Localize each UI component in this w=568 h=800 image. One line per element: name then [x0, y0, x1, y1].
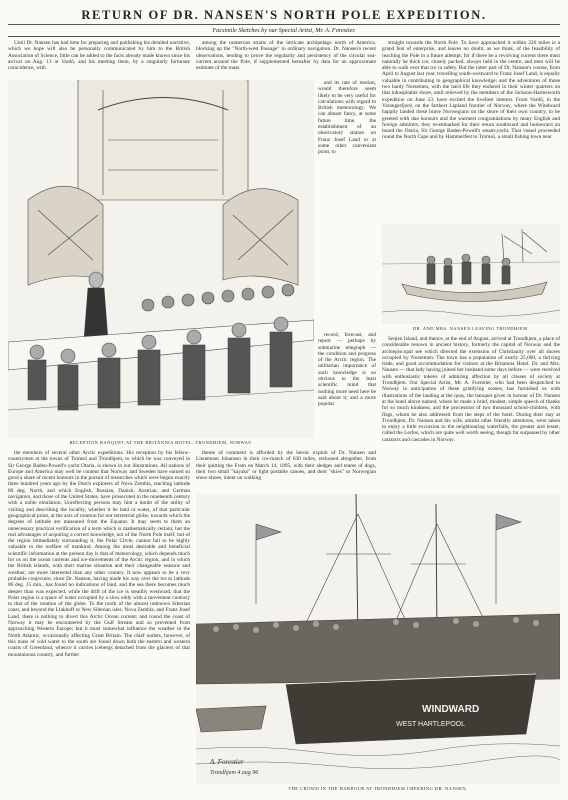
article-paragraph: among the numerous straits of the intricate archipelago north of America, blocking up the "North-west Passage" to ordinary navigation. Dr. Nansen's recent observations, tending to prove the regularity and persistency of the circular sea-current around the Pole, if supplemented hereafter by data for an approximate estimate of the mass — [196, 40, 376, 72]
article-paragraph: record, forecast, and report — perhaps by submarine telegraph — the condition and progress of the Arctic region. The utilitarian importance of such knowledge is so obvious to the least scientific mind that nothing more need here be said about it; and a more popular — [318, 332, 376, 408]
boat-caption: DR. AND MRS. NANSEN LEAVING TRONDHJEM. — [412, 326, 530, 331]
article-column-2-narrow — [318, 80, 376, 250]
article-column-3-top — [382, 40, 560, 222]
ship-port-label: WEST HARTLEPOOL — [396, 721, 465, 728]
article-paragraph: theme of comment is afforded by the heroic exploit of Dr. Nansen and Lieutenant Johansen in their ice-march of 630 miles, reckoned altogether, from their quitting the Fram on March 14, 1895, with their sledges and teams of dogs, their two small "kayaks" or light portable canoes, and their "skies" or Norwegian snow-shoes, intent on walking — [196, 450, 376, 482]
boat-sketch — [382, 224, 560, 324]
sketch-place-date: Trondhjem 4 aug 96 — [210, 770, 259, 776]
article-column-1-bottom — [8, 450, 190, 796]
crowd-caption: THE CROWD IN THE HARBOUR AT TRONDHJEM CHEERING DR. NANSEN. — [288, 786, 468, 791]
subtitle-rule — [8, 36, 560, 37]
article-paragraph: Senjen Island, and thence, at the end of August, arrived at Trondhjem, a place of considerable renown in ancient history, formerly the capital of Norway and the archiepiscopal see which directed the extension of Christianity over all shores occupied by Norsemen. The town has a population of nearly 25,000, a thriving trade, and good accommodation for visitors at the Britannia Hotel. Dr. and Mrs. Nansen — that lady having joined her husband some days before — were received with enthusiastic tokens of admiring affection by all classes of society at Trondhjem. Our Special Artist, Mr. A. Forestier, who had been despatched to Norway in anticipation of these gratifying scenes, has furnished us with illustrations of the landing at the quay, the banquet given in honour of Dr. Nansen at the hotel above named, where he made a brief, modest, simple speech of thanks for so much kindness, and the procession of two thousand school-children, with flags, whom he also addressed from the steps of the hotel. During their stay at Trondhjem, Dr. Nansen and his wife, amidst other friendly attentions, were taken to enjoy a little excursion to the neighbouring waterfalls, the greater and lesser, called the Lerfos, which are quite well worth seeing, though far surpassed by other cataracts and cascades in Norway. — [382, 336, 560, 443]
crowd-illustration — [196, 494, 560, 784]
article-column-3-mid — [382, 336, 560, 476]
article-column-2-bottom — [196, 450, 376, 494]
banquet-illustration — [8, 80, 314, 438]
article-paragraph: the members of several other Arctic expeditions. His reception by his fellow-countrymen at the towns of Tromsö and Trondhjem, to which he was conveyed in Sir George Baden-Powell's yacht Otaria, is shown in our illustrations. All nations of Europe and America may well be content that Norway and Sweden have earned so good a share of recent honours in the pursuit of researches which were begun exactly three hundred years ago by the Dutch explorers of Nova Zembla, reaching latitude 80 deg. North, and which English, Russian, Danish, Austrian, and German navigators, and those of the United States, have prosecuted in the nineteenth century with a noble emulation. Unreflecting persons may hint a doubt of the utility of visiting and describing the locality, whether it be land or water, of that particular geographical point, at the axis of rotation for our terrestrial globe, towards which the degrees of latitude are measured from the Equator. It may seem to them an unnecessary practical verification of a term which is mathematically certain; but the real advantages of acquiring a correct knowledge, not of the North Pole itself, but of the region immediately surrounding it, the Polar Circle, cannot fail to be highly valuable to the welfare of mankind. Among the most desirable and beneficial scientific information at the present day is that of meteorology, which depends much for us on the ocean currents and ice-movements of the Arctic region, and in which the British islands, with their marine situation and their changeable seasons and weather, are more interested than any other country. It now appears to be a very probable conjecture, since Dr. Nansen, having made his way over the ice to latitude 86 deg. 15 min., has found no indications of land, and the sea there becomes much deeper than was expected, while the drift of the ice is steadily westward, that the Polar region is a space of water occupied by a slow eddy with a movement contrary to that of the rotation of the globe. To the north of the almost unknown Siberian coast, and beyond the Liakhoff or New Siberian isles, Nova Zembla, and Franz Josef Land, there is nothing to divert this Arctic Ocean current; and round the coast of Norway it may be encountered by the Gulf Stream and so prevented from approaching Western Europe; but it must somewhat influence the weather in the North Atlantic, occasionally affecting Great Britain. The chief outlets, however, of this mass of cold water to the south are found down both the eastern and western coasts of Greenland, whence it carries icebergs detached from the glaciers of that mountainous country, and further — [8, 450, 190, 658]
boat-illustration — [382, 224, 560, 324]
article-paragraph: straight towards the North Pole. To have approached it within 226 miles is a grand feat of enterprise, and leaves no doubt, as we think, of the feasibility of reaching the Pole in a future attempt; for if there be a revolving current there must naturally be thick ice, closely packed, always held in the centre, and men will be able to walk over that ice in safety. But the latter part of Dr. Nansen's course, from April to August last year, travelling south-westward to Franz Josef Land, is equally valuable in contributing to geographical knowledge; and the adventures of those two hardy Norsemen, with the hard life they endured in their winter quarters on that inhospitable shore, until relieved by the members of the Jackson-Harmsworth expedition on June 23, have excited the liveliest interest. From Vardö, in the Varangerfjord, on the farthest Lapland frontier of Norway, where the Windward happily landed these brave Norwegians on the shore of their own country, to be greeted with due honours and the warmest congratulations by many English and foreign admirers, they re-embarked for their return southward and homeward on board the Otaria, Sir George Baden-Powell's steam-yacht. That vessel proceeded round the North Cape and by Hammerfest to Tromsö, a small fishing town near — [382, 40, 560, 141]
article-paragraph: and its rate of motion, would therefore seem likely to be very useful for calculations with regard to British meteorology. We can almost fancy, at some future time, the establishment of an observatory station on Franz Josef Land or at some other convenient point, to — [318, 80, 376, 156]
banquet-caption: RECEPTION BANQUET AT THE BRITANNIA HOTEL, TRONDHJEM, NORWAY. — [69, 440, 253, 445]
page-title: RETURN OF DR. NANSEN'S NORTH POLE EXPEDITION. — [81, 8, 487, 22]
page-subtitle: Facsimile Sketches by our Special Artist, Mr. A. Forestier. — [212, 27, 356, 34]
article-paragraph: Until Dr. Nansen has had time for preparing and publishing his detailed narrative, which we hope will also be personally communicated by him to the British Association of Science, little can be added to the facts already made known since his arrival on Aug. 13 at Vardö, and his meeting there, by a singularly fortunate coincidence, with — [8, 40, 190, 72]
title-rule — [8, 24, 560, 25]
article-column-1-top — [8, 40, 190, 80]
crowd-sketch — [196, 494, 560, 784]
article-column-2-top — [196, 40, 376, 80]
artist-signature: A. Forestier — [210, 758, 244, 766]
article-column-2-mid — [318, 332, 376, 436]
ship-name-label: WINDWARD — [422, 704, 480, 715]
banquet-sketch — [8, 80, 314, 438]
